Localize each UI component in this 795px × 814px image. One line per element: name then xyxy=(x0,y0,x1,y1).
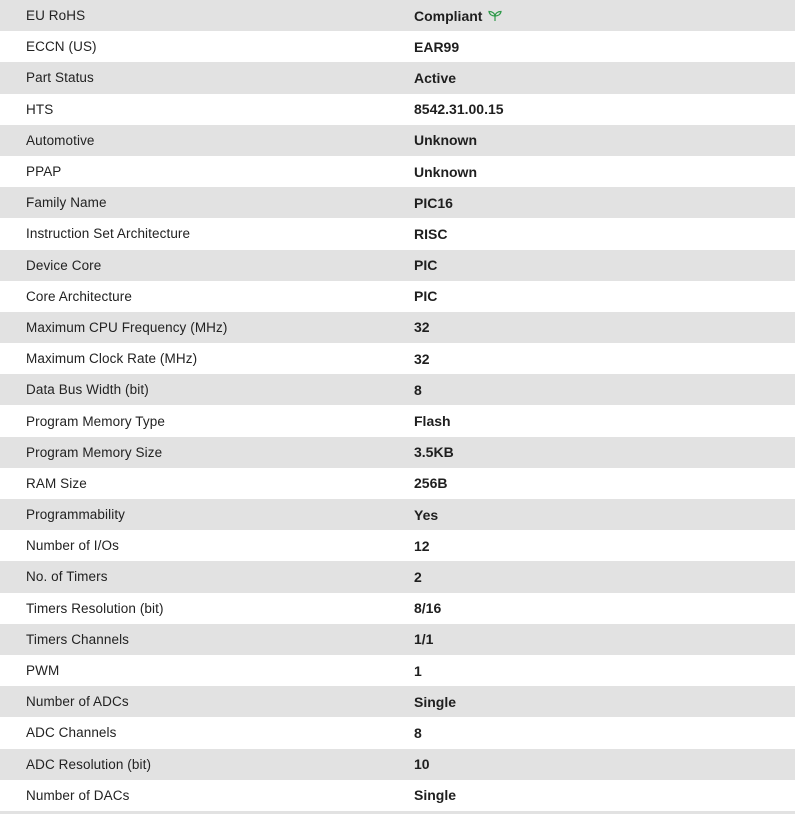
spec-value: 1 xyxy=(414,662,422,679)
spec-value: EAR99 xyxy=(414,38,460,55)
spec-row-number-of-ios xyxy=(0,530,795,561)
spec-row-adc-resolution xyxy=(0,749,795,780)
spec-row-adc-channels xyxy=(0,717,795,748)
spec-label: Programmability xyxy=(26,507,126,523)
spec-row-pwm xyxy=(0,655,795,686)
spec-value: 8 xyxy=(414,381,422,398)
spec-row-number-of-adcs xyxy=(0,686,795,717)
spec-value: 256B xyxy=(414,475,448,492)
spec-value: Single xyxy=(414,787,457,804)
spec-value: 8/16 xyxy=(414,600,442,617)
spec-label: Maximum CPU Frequency (MHz) xyxy=(26,319,228,335)
spec-row-eu-rohs xyxy=(0,0,795,31)
spec-label: EU RoHS xyxy=(26,8,86,24)
spec-label: Maximum Clock Rate (MHz) xyxy=(26,351,198,367)
spec-value: 8542.31.00.15 xyxy=(414,101,504,118)
spec-row-ppap xyxy=(0,156,795,187)
spec-label: Instruction Set Architecture xyxy=(26,226,191,242)
spec-value: RISC xyxy=(414,225,448,242)
spec-label: RAM Size xyxy=(26,475,87,491)
spec-value: PIC16 xyxy=(414,194,453,211)
spec-value: Active xyxy=(414,69,457,86)
spec-row-instruction-set xyxy=(0,218,795,249)
spec-value: Single xyxy=(414,693,457,710)
spec-label: HTS xyxy=(26,101,54,117)
spec-label: ADC Channels xyxy=(26,725,117,741)
spec-value: Unknown xyxy=(414,132,477,149)
spec-row-hts xyxy=(0,94,795,125)
spec-row-family-name xyxy=(0,187,795,218)
spec-label: Part Status xyxy=(26,70,94,86)
spec-row-device-core xyxy=(0,250,795,281)
spec-row-program-memory-type xyxy=(0,405,795,436)
spec-value: 8 xyxy=(414,724,422,741)
spec-value: 10 xyxy=(414,756,430,773)
spec-row-ram-size xyxy=(0,468,795,499)
spec-value: 32 xyxy=(414,319,430,336)
spec-value: 1/1 xyxy=(414,631,434,648)
spec-row-timers-channels xyxy=(0,624,795,655)
spec-row-automotive xyxy=(0,125,795,156)
spec-label: ECCN (US) xyxy=(26,39,97,55)
spec-label: Timers Resolution (bit) xyxy=(26,600,164,616)
spec-label: Automotive xyxy=(26,132,95,148)
spec-label: Core Architecture xyxy=(26,288,132,304)
spec-value: 32 xyxy=(414,350,430,367)
spec-value: 12 xyxy=(414,537,430,554)
spec-row-number-of-dacs xyxy=(0,780,795,811)
spec-row-eccn xyxy=(0,31,795,62)
spec-label: Device Core xyxy=(26,257,102,273)
spec-label: Program Memory Type xyxy=(26,413,165,429)
spec-row-timers-resolution xyxy=(0,593,795,624)
spec-label: Family Name xyxy=(26,195,107,211)
spec-row-no-of-timers xyxy=(0,561,795,592)
spec-label: Data Bus Width (bit) xyxy=(26,382,149,398)
spec-row-part-status xyxy=(0,62,795,93)
leaf-icon xyxy=(488,10,502,22)
spec-value: Flash xyxy=(414,413,451,430)
spec-value: Unknown xyxy=(414,163,477,180)
spec-label: ADC Resolution (bit) xyxy=(26,756,152,772)
spec-value: PIC xyxy=(414,288,438,305)
spec-row-program-memory-size xyxy=(0,437,795,468)
spec-value: Compliant xyxy=(414,7,483,24)
spec-value: 3.5KB xyxy=(414,444,454,461)
spec-label: Timers Channels xyxy=(26,631,130,647)
spec-label: PWM xyxy=(26,663,60,679)
spec-value: Yes xyxy=(414,506,439,523)
spec-label: Number of DACs xyxy=(26,787,130,803)
spec-row-max-clock-rate xyxy=(0,343,795,374)
spec-label: Number of ADCs xyxy=(26,694,129,710)
spec-row-data-bus-width xyxy=(0,374,795,405)
spec-row-programmability xyxy=(0,499,795,530)
spec-row-core-architecture xyxy=(0,281,795,312)
spec-label: No. of Timers xyxy=(26,569,108,585)
spec-label: PPAP xyxy=(26,164,62,180)
spec-value-container xyxy=(414,8,795,24)
spec-label: Number of I/Os xyxy=(26,538,119,554)
spec-label: Program Memory Size xyxy=(26,444,163,460)
spec-row-max-cpu-frequency xyxy=(0,312,795,343)
spec-value: PIC xyxy=(414,257,438,274)
spec-value: 2 xyxy=(414,568,422,585)
